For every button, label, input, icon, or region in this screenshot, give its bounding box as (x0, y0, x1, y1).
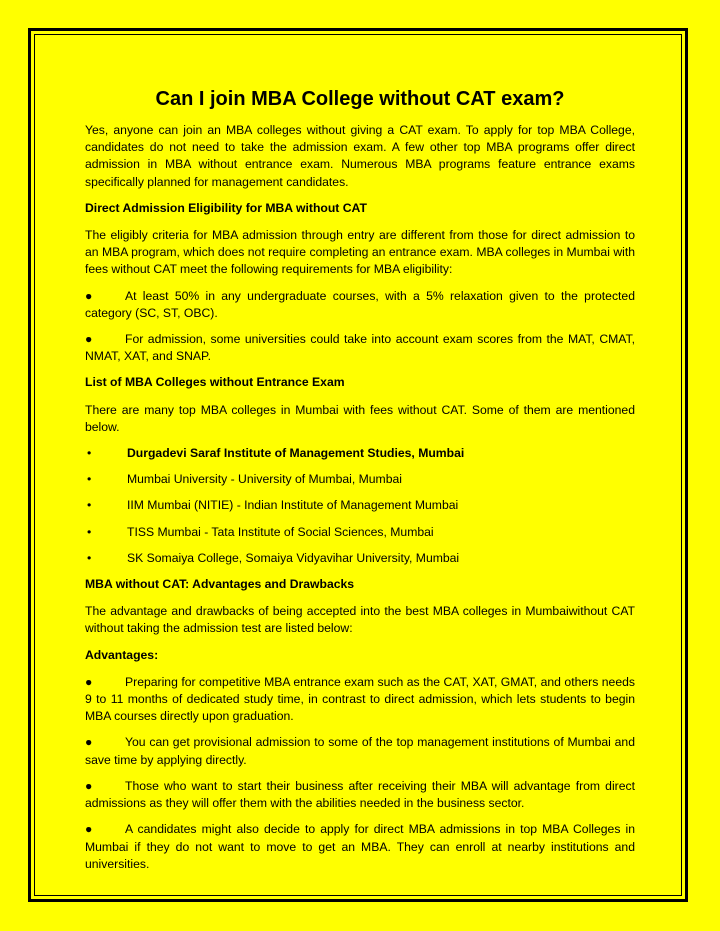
college-name: SK Somaiya College, Somaiya Vidyavihar University, Mumbai (127, 550, 460, 565)
list-item (85, 550, 635, 567)
college-name: TISS Mumbai - Tata Institute of Social Sciences, Mumbai (127, 524, 434, 539)
list-item (85, 471, 635, 488)
bullet-icon: • (87, 446, 92, 461)
colleges-list (85, 445, 635, 567)
bullet-icon: ● (85, 822, 93, 837)
advantage-point-text: Preparing for competitive MBA entrance exam such as the CAT, XAT, GMAT, and others needs 9 to 11 months of dedicated study time, in contrast to direct admission, which lets students to begin MBA courses directly upon graduation. (85, 674, 635, 724)
advantages-subheading: Advantages: (85, 647, 159, 662)
list-item (85, 445, 635, 462)
advantage-point (85, 778, 635, 812)
advantages-drawbacks-paragraph: The advantage and drawbacks of being accepted into the best MBA colleges in Mumbaiwithout CAT without taking the admission test are listed below: (85, 604, 635, 636)
colleges-heading: List of MBA Colleges without Entrance Exam (85, 375, 345, 390)
advantage-point (85, 674, 635, 726)
advantage-point-text: Those who want to start their business after receiving their MBA will advantage from direct admissions as they will offer them with the abilities needed in the business sector. (85, 778, 635, 811)
list-item (85, 524, 635, 541)
bullet-icon: • (87, 498, 92, 513)
bullet-icon: • (87, 524, 92, 539)
college-name: IIM Mumbai (NITIE) - Indian Institute of Management Mumbai (127, 498, 459, 513)
advantages-drawbacks-heading: MBA without CAT: Advantages and Drawbacks (85, 577, 355, 592)
college-name: Mumbai University - University of Mumbai, Mumbai (127, 472, 402, 487)
list-item (85, 497, 635, 514)
bullet-icon: ● (85, 332, 93, 347)
eligibility-point-text: At least 50% in any undergraduate courses, with a 5% relaxation given to the protected category (SC, ST, OBC). (85, 288, 635, 320)
bullet-icon: • (87, 550, 92, 565)
eligibility-point (85, 288, 635, 322)
eligibility-paragraph: The eligibly criteria for MBA admission through entry are different from those for direct admission to an MBA program, which does not require completing an entrance exam. MBA colleges in Mumbai with fees without CAT meet the following requirements for MBA eligibility: (85, 228, 635, 277)
college-name: Durgadevi Saraf Institute of Management Studies, Mumbai (127, 446, 465, 461)
bullet-icon: • (87, 472, 92, 487)
advantage-point (85, 821, 635, 873)
advantage-point (85, 734, 635, 768)
colleges-paragraph: There are many top MBA colleges in Mumbai with fees without CAT. Some of them are mentioned below. (85, 402, 635, 434)
eligibility-point-text: For admission, some universities could take into account exam scores from the MAT, CMAT, NMAT, XAT, and SNAP. (85, 332, 635, 364)
eligibility-heading: Direct Admission Eligibility for MBA without CAT (85, 200, 367, 215)
intro-paragraph: Yes, anyone can join an MBA colleges without giving a CAT exam. To apply for top MBA College, candidates do not need to take the admission exam. A few other top MBA programs offer direct admission in MBA without entrance exam. Numerous MBA programs feature entrance exams specifically planned for management candidates. (85, 123, 635, 189)
bullet-icon: ● (85, 778, 93, 793)
document-content (85, 86, 635, 882)
eligibility-point (85, 331, 635, 365)
bullet-icon: ● (85, 674, 93, 689)
bullet-icon: ● (85, 288, 93, 303)
page-title: Can I join MBA College without CAT exam? (155, 88, 565, 110)
advantage-point-text: You can get provisional admission to some of the top management institutions of Mumbai and save time by applying directly. (85, 735, 635, 767)
bullet-icon: ● (85, 735, 93, 750)
advantage-point-text: A candidates might also decide to apply for direct MBA admissions in top MBA Colleges in Mumbai if they do not want to move to get an MBA. They can enroll at nearby institutions and universities. (85, 822, 635, 871)
